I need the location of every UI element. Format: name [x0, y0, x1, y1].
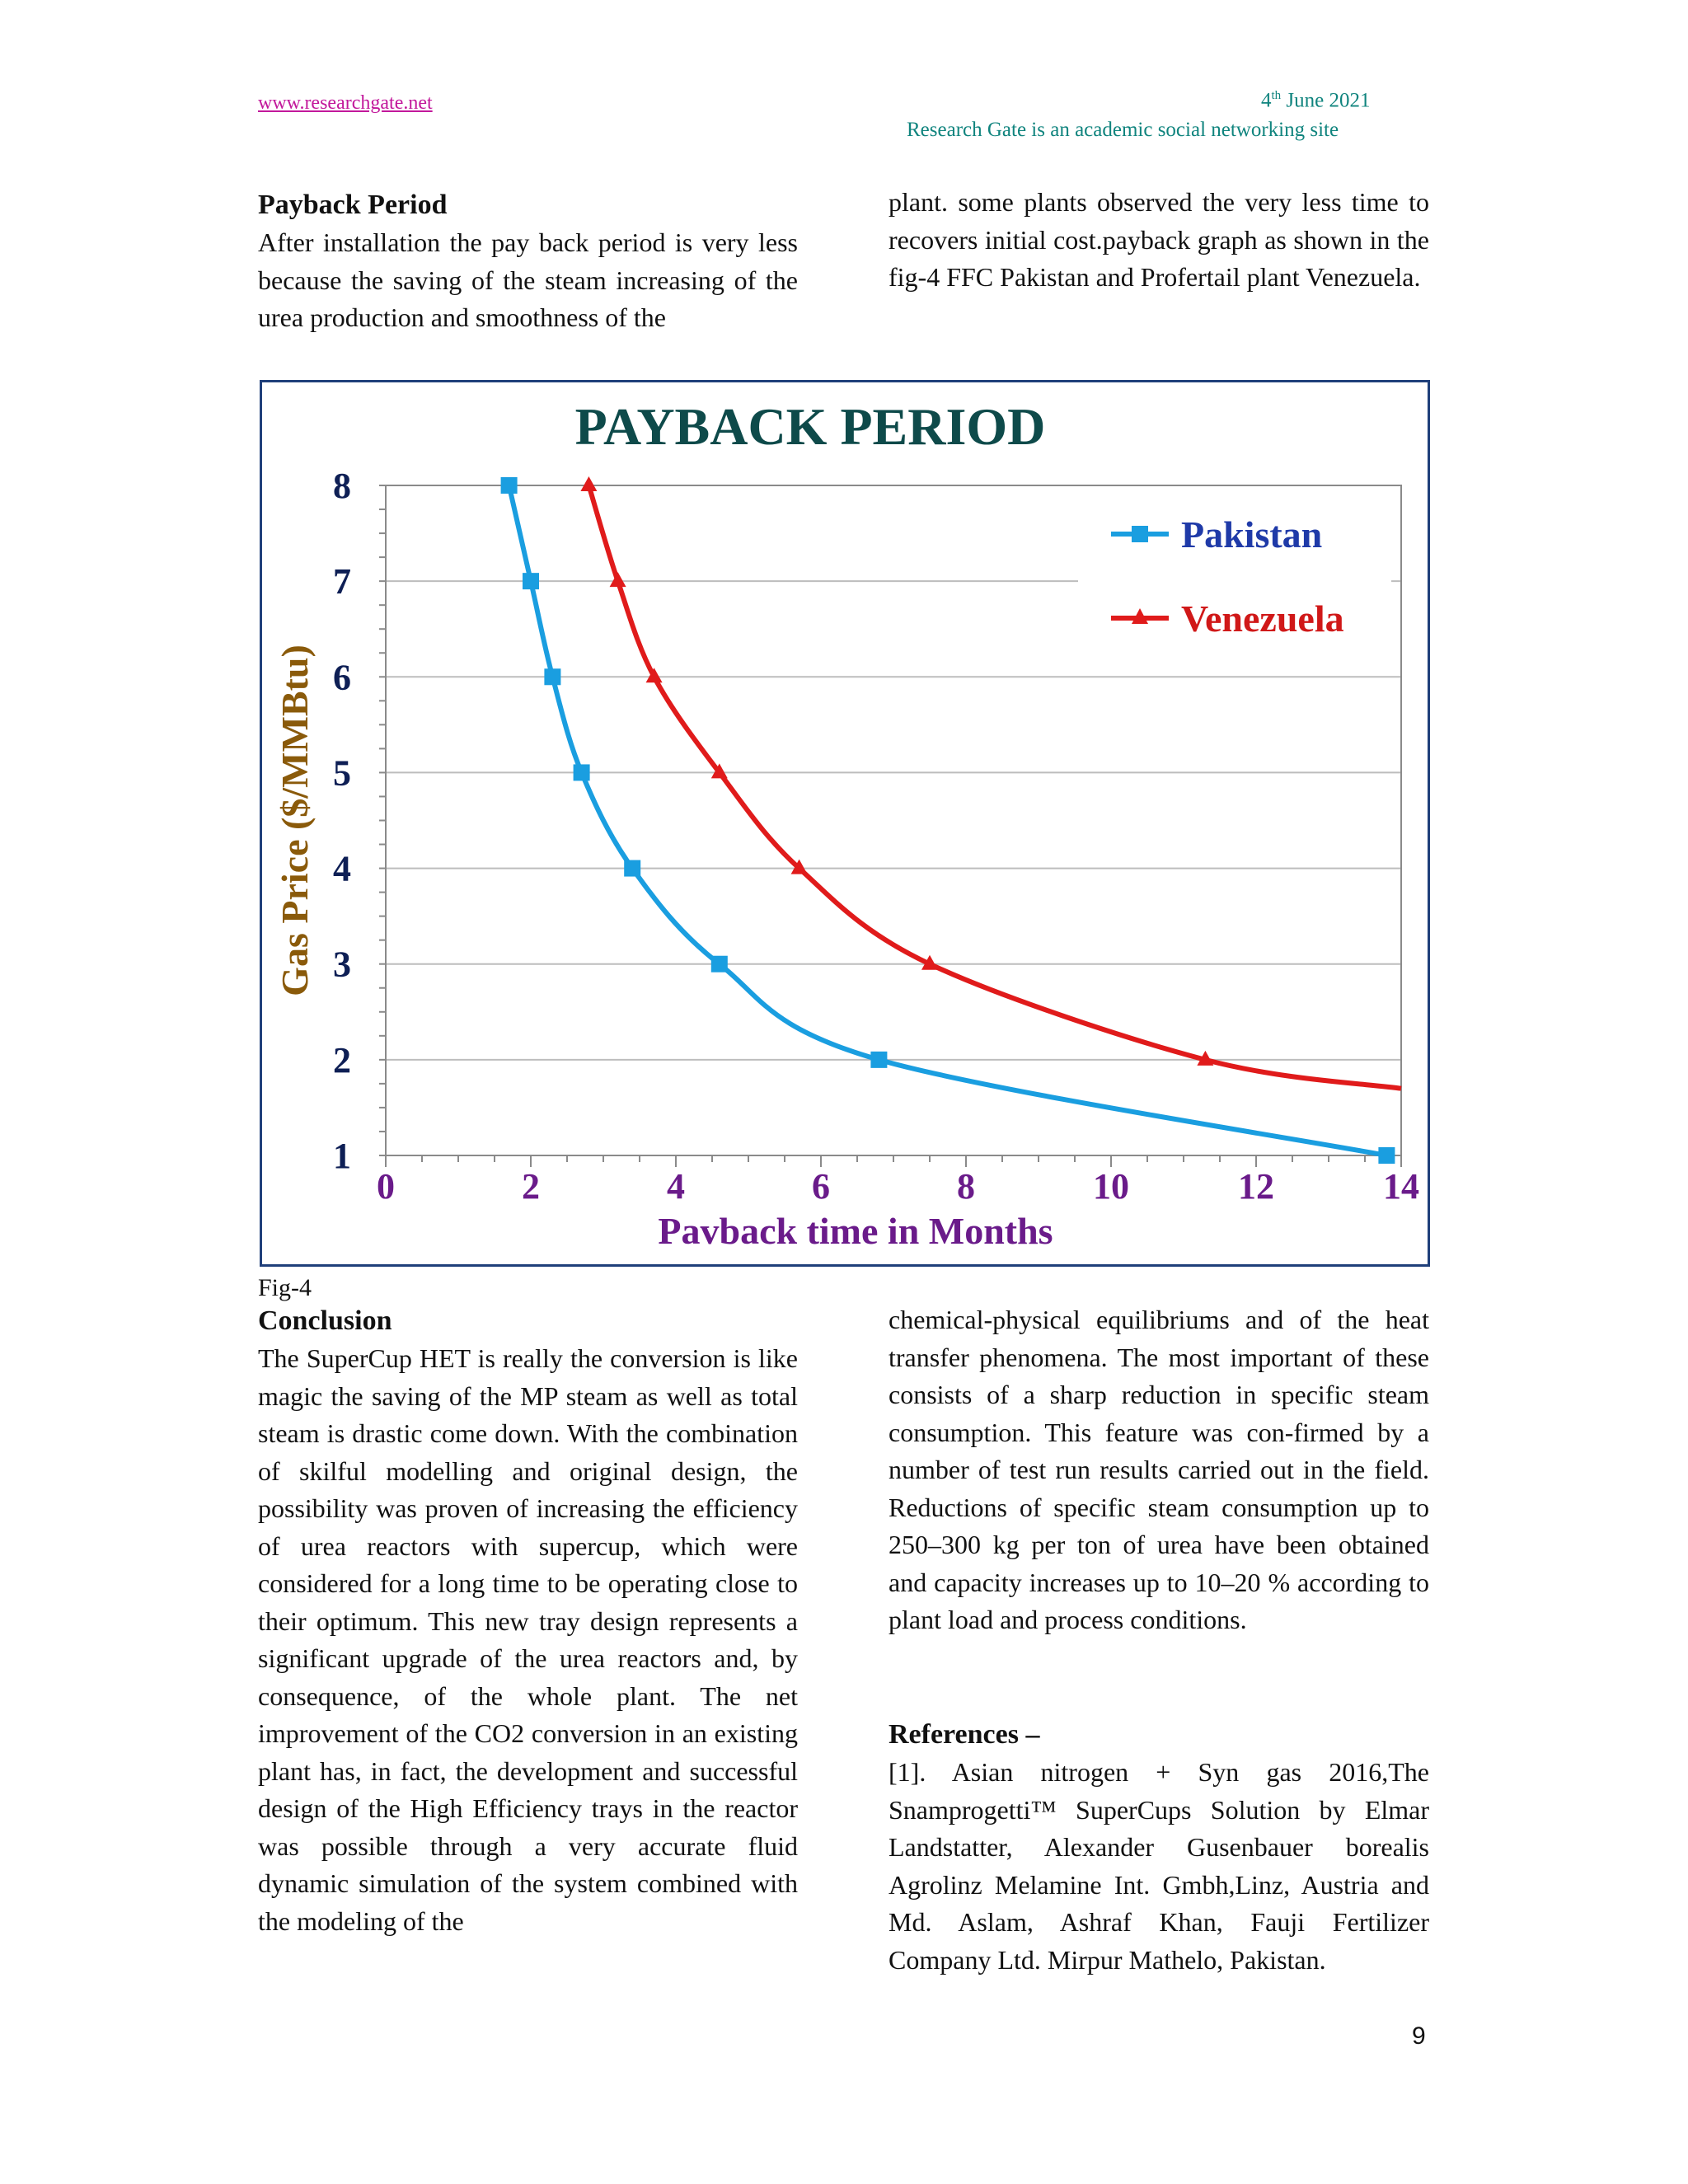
x-tick-label: 0 — [377, 1166, 395, 1207]
y-tick-label: 3 — [333, 944, 351, 985]
payback-text: After installation the pay back period is very less because the saving of the steam increasing of the urea production and smoothness of the — [258, 227, 798, 332]
page-number: 9 — [1412, 2022, 1426, 2050]
references-text: [1]. Asian nitrogen + Syn gas 2016,The Snamprogetti™ SuperCups Solution by Elmar Landstatter, Alexander Gusenbauer borealis Agrolinz Melamine Int. Gmbh,Linz, Austria and Md. Aslam, Ashraf Khan, Fauji Fertilizer Company Ltd. Mirpur Mathelo, Pakistan. — [889, 1757, 1429, 1975]
date-suffix: th — [1271, 89, 1282, 102]
payback-text-continued: plant. some plants observed the very less time to recovers initial cost.payback graph as shown in the fig-4 FFC Pakistan and Profertail plant Venezuela. — [889, 187, 1429, 292]
x-tick-label: 8 — [957, 1166, 975, 1207]
pakistan-point — [501, 477, 518, 494]
date-day: 4 — [1261, 89, 1272, 112]
y-tick-label: 8 — [333, 466, 351, 506]
x-tick-label: 4 — [667, 1166, 685, 1207]
pakistan-point — [711, 956, 728, 972]
header-date — [1261, 89, 1371, 112]
x-tick-label: 2 — [522, 1166, 540, 1207]
pakistan-point — [523, 573, 539, 589]
pakistan-point — [574, 764, 590, 780]
pakistan-point — [624, 860, 640, 877]
pakistan-point — [870, 1052, 887, 1068]
references-section — [889, 1716, 1429, 1979]
figure-caption: Fig-4 — [258, 1274, 312, 1301]
x-tick-label: 6 — [812, 1166, 830, 1207]
date-rest: June 2021 — [1281, 89, 1371, 112]
venezuela-legend-label: Venezuela — [1181, 598, 1344, 640]
venezuela-point — [610, 572, 626, 587]
references-heading: References – — [889, 1719, 1040, 1750]
venezuela-point — [580, 476, 597, 491]
x-tick-label: 12 — [1238, 1166, 1274, 1207]
payback-chart-frame — [260, 380, 1430, 1267]
payback-section — [258, 186, 798, 337]
y-tick-label: 2 — [333, 1039, 351, 1080]
payback-heading: Payback Period — [258, 190, 448, 220]
y-tick-label: 1 — [333, 1136, 351, 1176]
conclusion-text-continued: chemical-physical equilibriums and of the heat transfer phenomena. The most important of these consists of a sharp reduction in specific steam consumption. This feature was con-firmed by a number of test run results carried out in the field. Reductions of specific steam consumption up to 250–300 kg per ton of urea have been obtained and capacity increases up to 10–20 % according to plant load and process conditions. — [889, 1305, 1429, 1634]
conclusion-section — [258, 1302, 798, 1940]
pakistan-legend-label: Pakistan — [1181, 513, 1323, 555]
pakistan-point — [1378, 1147, 1395, 1164]
chart-title: PAYBACK PERIOD — [574, 397, 1046, 456]
y-tick-label: 4 — [333, 848, 351, 889]
pakistan-legend-marker — [1132, 526, 1148, 542]
x-axis-label: Pavback time in Months — [658, 1210, 1053, 1252]
header-link[interactable]: www.researchgate.net — [258, 92, 433, 114]
x-tick-label: 10 — [1093, 1166, 1129, 1207]
y-axis-label: Gas Price ($/MMBtu) — [274, 644, 316, 996]
conclusion-heading: Conclusion — [258, 1305, 392, 1336]
y-tick-label: 6 — [333, 657, 351, 698]
x-tick-label: 14 — [1383, 1166, 1419, 1207]
pakistan-point — [544, 668, 560, 685]
y-tick-label: 7 — [333, 561, 351, 602]
y-tick-label: 5 — [333, 752, 351, 794]
header-subtitle: Research Gate is an academic social networking site — [907, 119, 1339, 141]
conclusion-text: The SuperCup HET is really the conversion is like magic the saving of the MP steam as well as total steam is drastic come down. With the combination of skilful modelling and original design, the possibility was proven of increasing the efficiency of urea reactors with supercup, which were considered for a long time to be operating close to their optimum. This new tray design represents a significant upgrade of the urea reactors and, by consequence, of the whole plant. The net improvement of the CO2 conversion in an existing plant has, in fact, the development and successful design of the High Efficiency trays in the reactor was possible through a very accurate fluid dynamic simulation of the system combined with the modeling of the — [258, 1343, 798, 1936]
payback-chart — [262, 382, 1428, 1264]
